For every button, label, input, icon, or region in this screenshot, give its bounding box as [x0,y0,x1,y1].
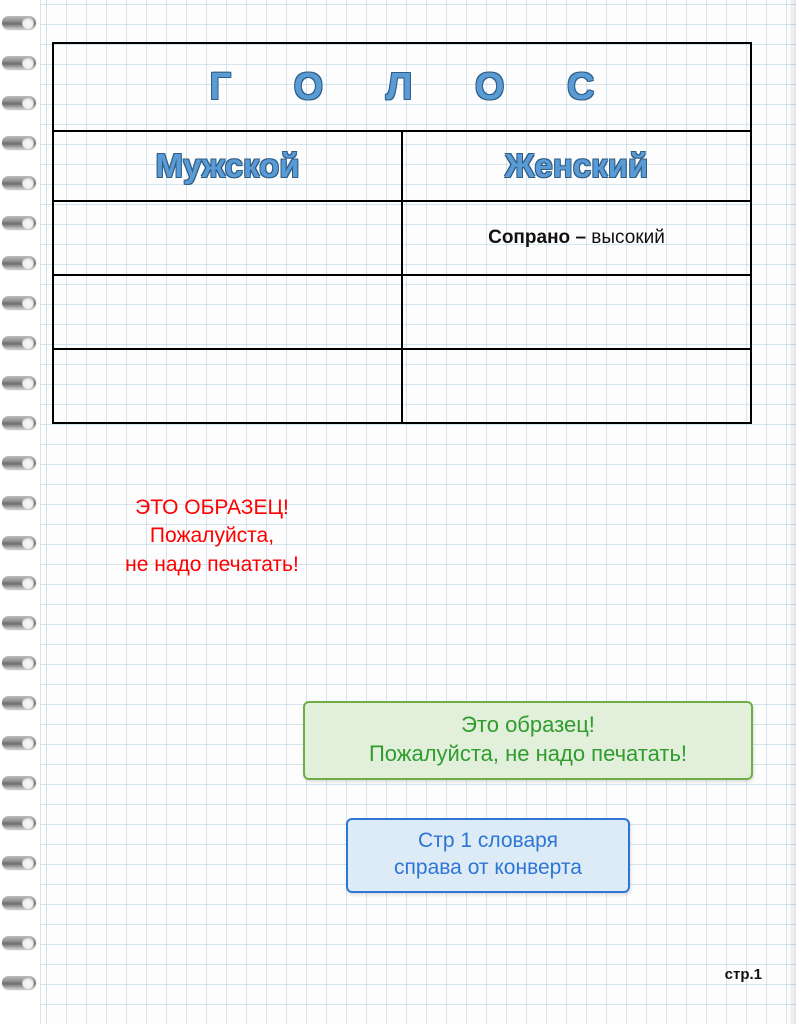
cell-female-1-term: Сопрано – [488,227,587,248]
cell-male-1[interactable] [53,201,402,275]
cell-female-1[interactable] [402,201,751,275]
table-title-cell [53,43,751,131]
cell-female-1-text [488,227,665,248]
column-header-female-label: Женский [504,147,649,184]
spiral-hole-icon [22,937,34,949]
sample-warning-red-line-2: Пожалуйста, [149,524,275,548]
spiral-hole-icon [22,497,34,509]
location-callout-blue-line-1: Стр 1 словаря [418,829,558,852]
spiral-hole-icon [22,697,34,709]
column-header-male [53,131,402,201]
spiral-hole-icon [22,337,34,349]
sample-warning-red-line-1: ЭТО ОБРАЗЕЦ! [135,496,289,519]
spiral-hole-icon [22,177,34,189]
spiral-hole-icon [22,617,34,629]
spiral-hole-icon [22,57,34,69]
spiral-hole-icon [22,377,34,389]
spiral-hole-icon [22,17,34,29]
table-row [53,349,751,423]
table-row-title [53,43,751,131]
spiral-hole-icon [22,577,34,589]
location-callout-blue [346,818,630,893]
table-title: Г О Л О С [209,65,621,108]
sample-callout-green [303,701,753,780]
spiral-hole-icon [22,537,34,549]
cell-male-2[interactable] [53,275,402,349]
spiral-hole-icon [22,777,34,789]
cell-female-1-definition: высокий [586,227,665,248]
column-header-female [402,131,751,201]
spiral-hole-icon [22,657,34,669]
spiral-hole-icon [22,897,34,909]
table-row-headers [53,131,751,201]
spiral-hole-icon [22,417,34,429]
spiral-hole-icon [22,257,34,269]
spiral-hole-icon [22,297,34,309]
page-number: стр.1 [724,966,762,983]
cell-female-2[interactable] [402,275,751,349]
sample-callout-green-line-2: Пожалуйста, не надо печатать! [368,740,688,766]
spiral-hole-icon [22,217,34,229]
spiral-binding-strip [0,0,41,1024]
spiral-hole-icon [22,457,34,469]
location-callout-blue-line-2: справа от конверта [394,856,582,880]
cell-female-3[interactable] [402,349,751,423]
spiral-hole-icon [22,857,34,869]
voice-table [52,42,752,424]
spiral-hole-icon [22,817,34,829]
table-row [53,201,751,275]
sample-warning-red [62,494,362,579]
spiral-hole-icon [22,97,34,109]
sample-callout-green-line-1: Это образец! [461,712,595,737]
spiral-hole-icon [22,977,34,989]
sample-warning-red-line-3: не надо печатать! [125,552,299,576]
cell-male-3[interactable] [53,349,402,423]
table-row [53,275,751,349]
spiral-hole-icon [22,137,34,149]
spiral-hole-icon [22,737,34,749]
column-header-male-label: Мужской [155,147,300,184]
page-edge-shadow [790,0,796,1024]
